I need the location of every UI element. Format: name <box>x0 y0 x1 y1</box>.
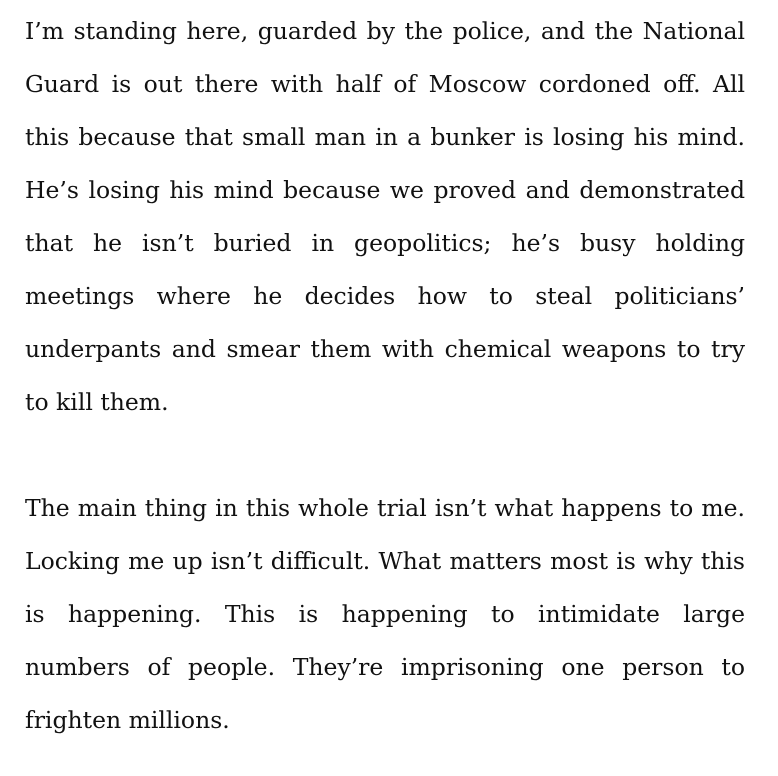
document-body <box>25 5 745 747</box>
paragraph-1: I’m standing here, guarded by the police, and the National Guard is out there with half of Moscow cordoned off. All this because that small man in a bunker is losing his mind. He’s losing his mind because we proved and demonstrated that he isn’t buried in geopolitics; he’s busy holding meetings where he decides how to steal politicians’ underpants and smear them with chemical weapons to try to kill them. <box>25 17 745 416</box>
paragraph-2: The main thing in this whole trial isn’t what happens to me. Locking me up isn’t difficult. What matters most is why this is happening. This is happening to intimidate large numbers of people. They’re imprisoning one person to frighten millions. <box>25 494 745 734</box>
